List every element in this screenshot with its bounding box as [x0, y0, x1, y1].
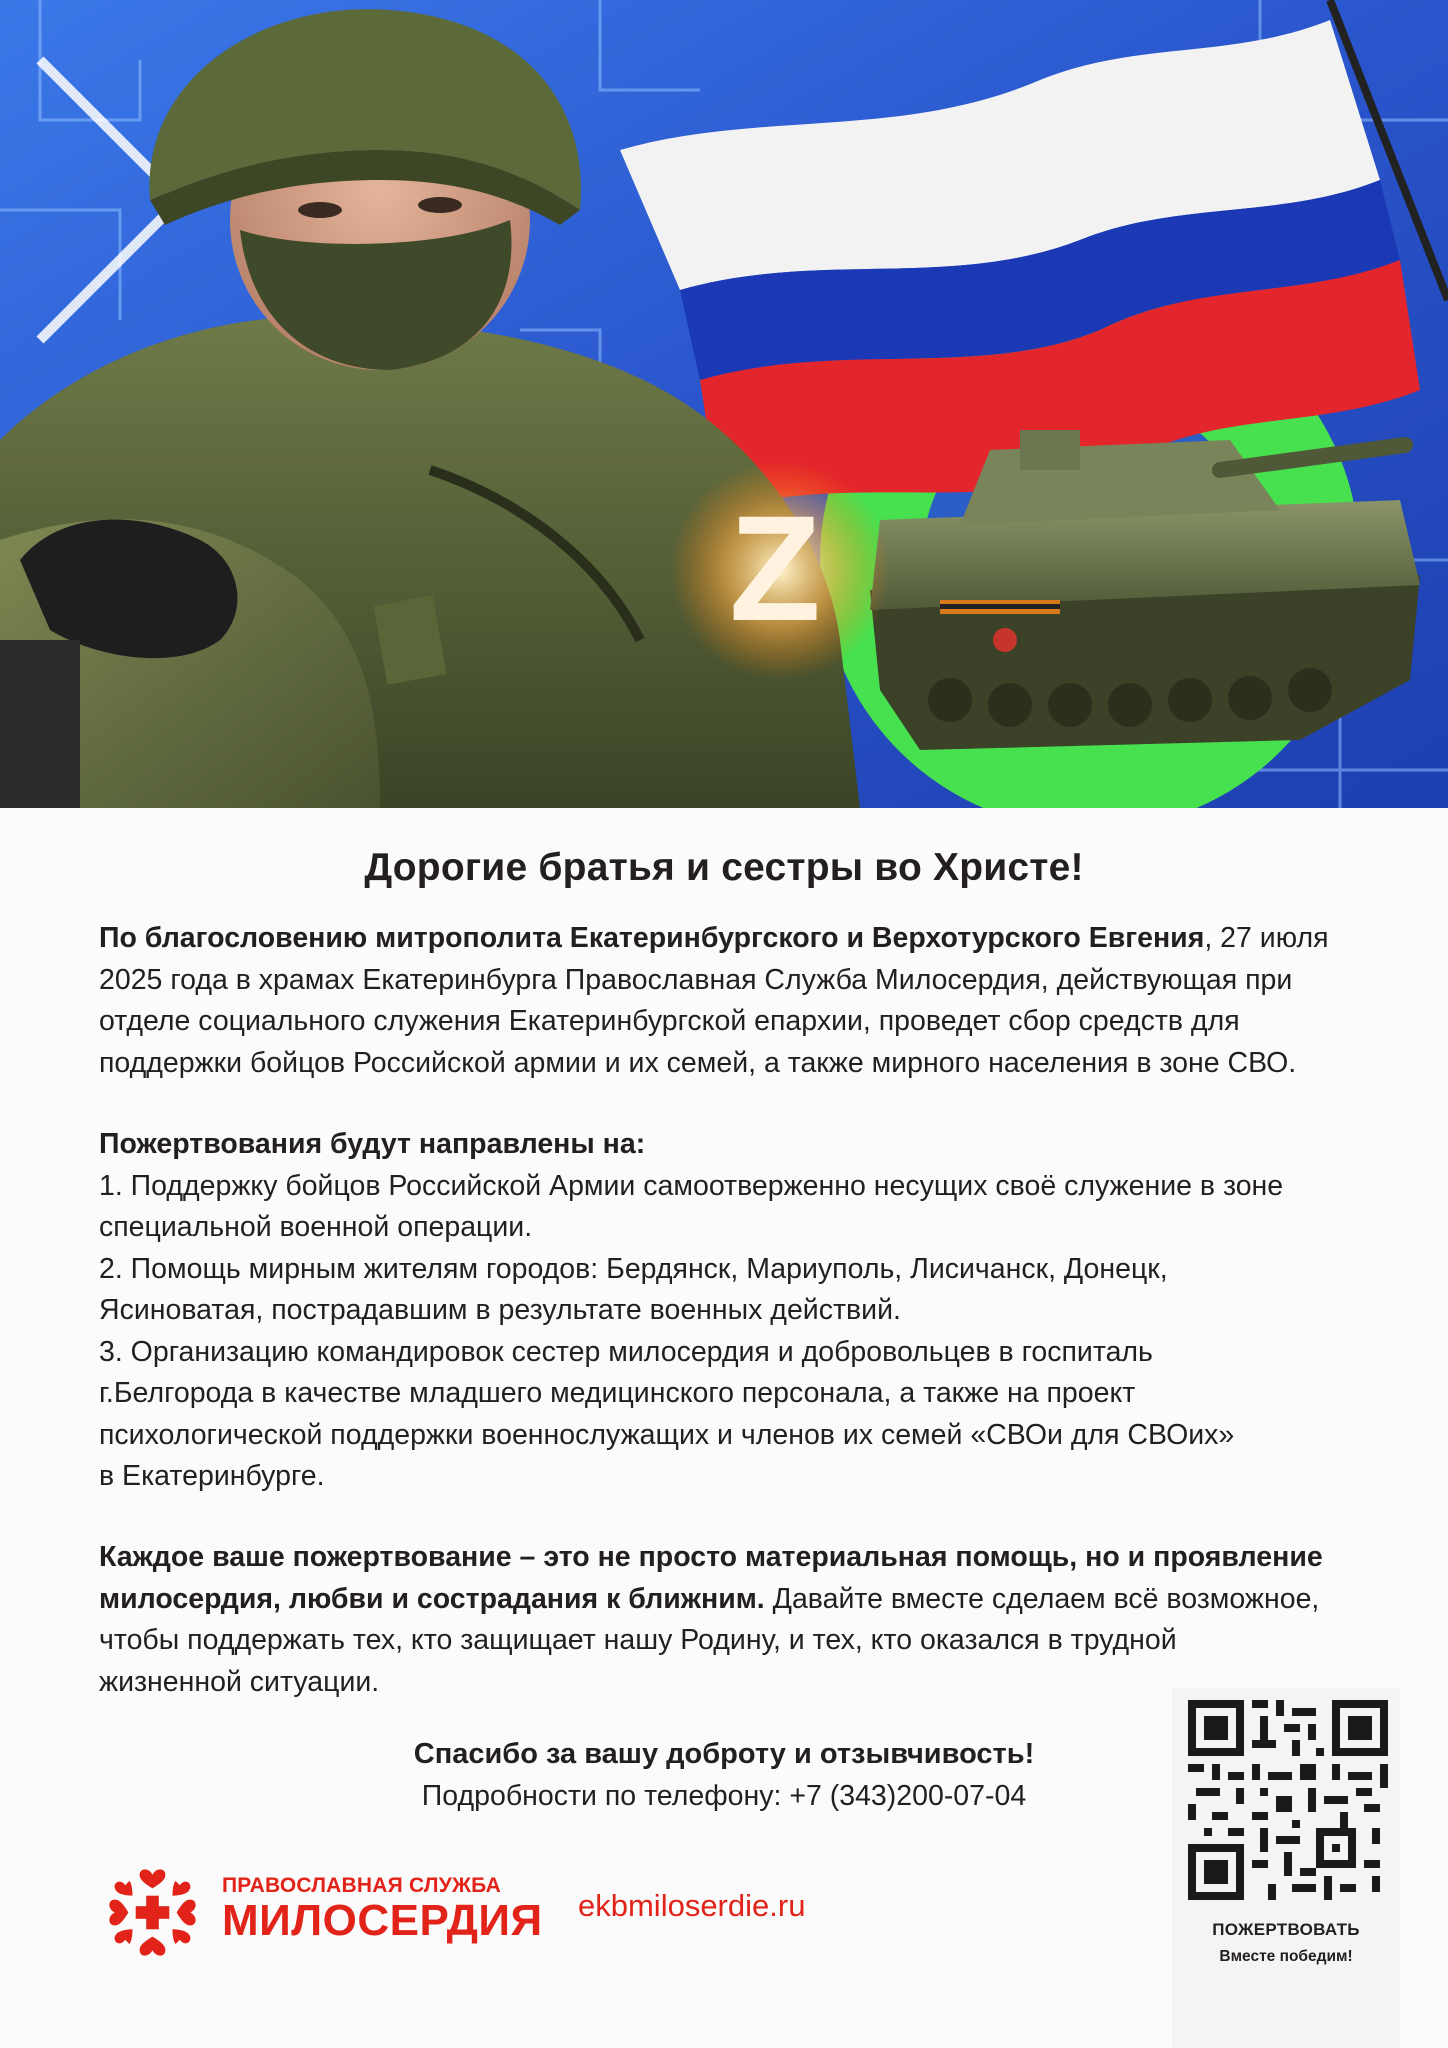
intro-line-1 — [99, 918, 1379, 960]
website-link[interactable]: ekbmiloserdie.ru — [578, 1888, 806, 1923]
intro-line-2: 2025 года в храмах Екатеринбурга Православная Служба Милосердия, действующая при — [99, 963, 1293, 996]
intro-paragraph — [99, 918, 1379, 1084]
appeal-bold-2: милосердия, любви и сострадания к ближним. — [99, 1582, 765, 1615]
logo-text-line-1: ПРАВОСЛАВНАЯ СЛУЖБА — [222, 1874, 502, 1897]
intro-line-1-rest: , 27 июля — [1204, 922, 1329, 954]
donations-line: 2. Помощь мирным жителям городов: Бердянск, Мариуполь, Лисичанск, Донецк, — [99, 1252, 1168, 1285]
z-patch: Z — [729, 484, 821, 652]
donate-label: ПОЖЕРТВОВАТЬ — [1212, 1920, 1360, 1939]
donations-line: 3. Организацию командировок сестер милосердия и добровольцев в госпиталь — [99, 1335, 1153, 1368]
appeal-line-3: чтобы поддержать тех, кто защищает нашу Родину, и тех, кто оказался в трудной — [99, 1624, 1177, 1656]
appeal-line-1 — [99, 1537, 1379, 1579]
intro-bold-lead: По благословению митрополита Екатеринбургского и Верхотурского Евгения — [99, 922, 1205, 954]
hero-illustration — [0, 0, 1448, 808]
intro-line-4: поддержки бойцов Российской армии и их семей, а также мирного населения в зоне СВО. — [99, 1046, 1297, 1079]
hero-banner — [0, 0, 1448, 808]
page-title: Дорогие братья и сестры во Христе! — [364, 846, 1084, 889]
appeal-line-4: жизненной ситуации. — [99, 1665, 380, 1698]
appeal-paragraph — [99, 1537, 1379, 1703]
donations-line: психологической поддержки военнослужащих и членов их семей «СВОи для СВОих» — [99, 1418, 1235, 1451]
phone-line: Подробности по телефону: +7 (343)200-07-04 — [421, 1780, 1027, 1812]
donations-line: в Екатеринбурге. — [99, 1460, 325, 1492]
qr-code-icon[interactable] — [1188, 1700, 1388, 1900]
hearts-cross-logo-icon — [100, 1860, 205, 1965]
donations-heading — [99, 1124, 1379, 1166]
appeal-line-2 — [99, 1579, 1379, 1621]
donations-line: 1. Поддержку бойцов Российской Армии самоотверженно несущих своё служение в зоне — [99, 1169, 1284, 1202]
logo-text-line-2: МИЛОСЕРДИЯ — [222, 1896, 543, 1945]
donations-line: Ясиноватая, пострадавшим в результате военных действий. — [99, 1294, 901, 1326]
intro-line-3: отделе социального служения Екатеринбургской епархии, проведет сбор средств для — [99, 1005, 1240, 1037]
thanks-line: Спасибо за вашу доброту и отзывчивость! — [413, 1738, 1035, 1770]
donations-line: г.Белгорода в качестве младшего медицинского персонала, а также на проект — [99, 1377, 1136, 1409]
appeal-line-2-rest: Давайте вместе сделаем всё возможное, — [764, 1582, 1320, 1615]
donations-heading-text: Пожертвования будут направлены на: — [99, 1128, 646, 1160]
donations-line: специальной военной операции. — [99, 1211, 533, 1243]
appeal-bold-1: Каждое ваше пожертвование – это не просто материальная помощь, но и проявление — [99, 1541, 1323, 1573]
donations-paragraph — [99, 1124, 1379, 1498]
donate-caption: Вместе победим! — [1219, 1948, 1353, 1965]
